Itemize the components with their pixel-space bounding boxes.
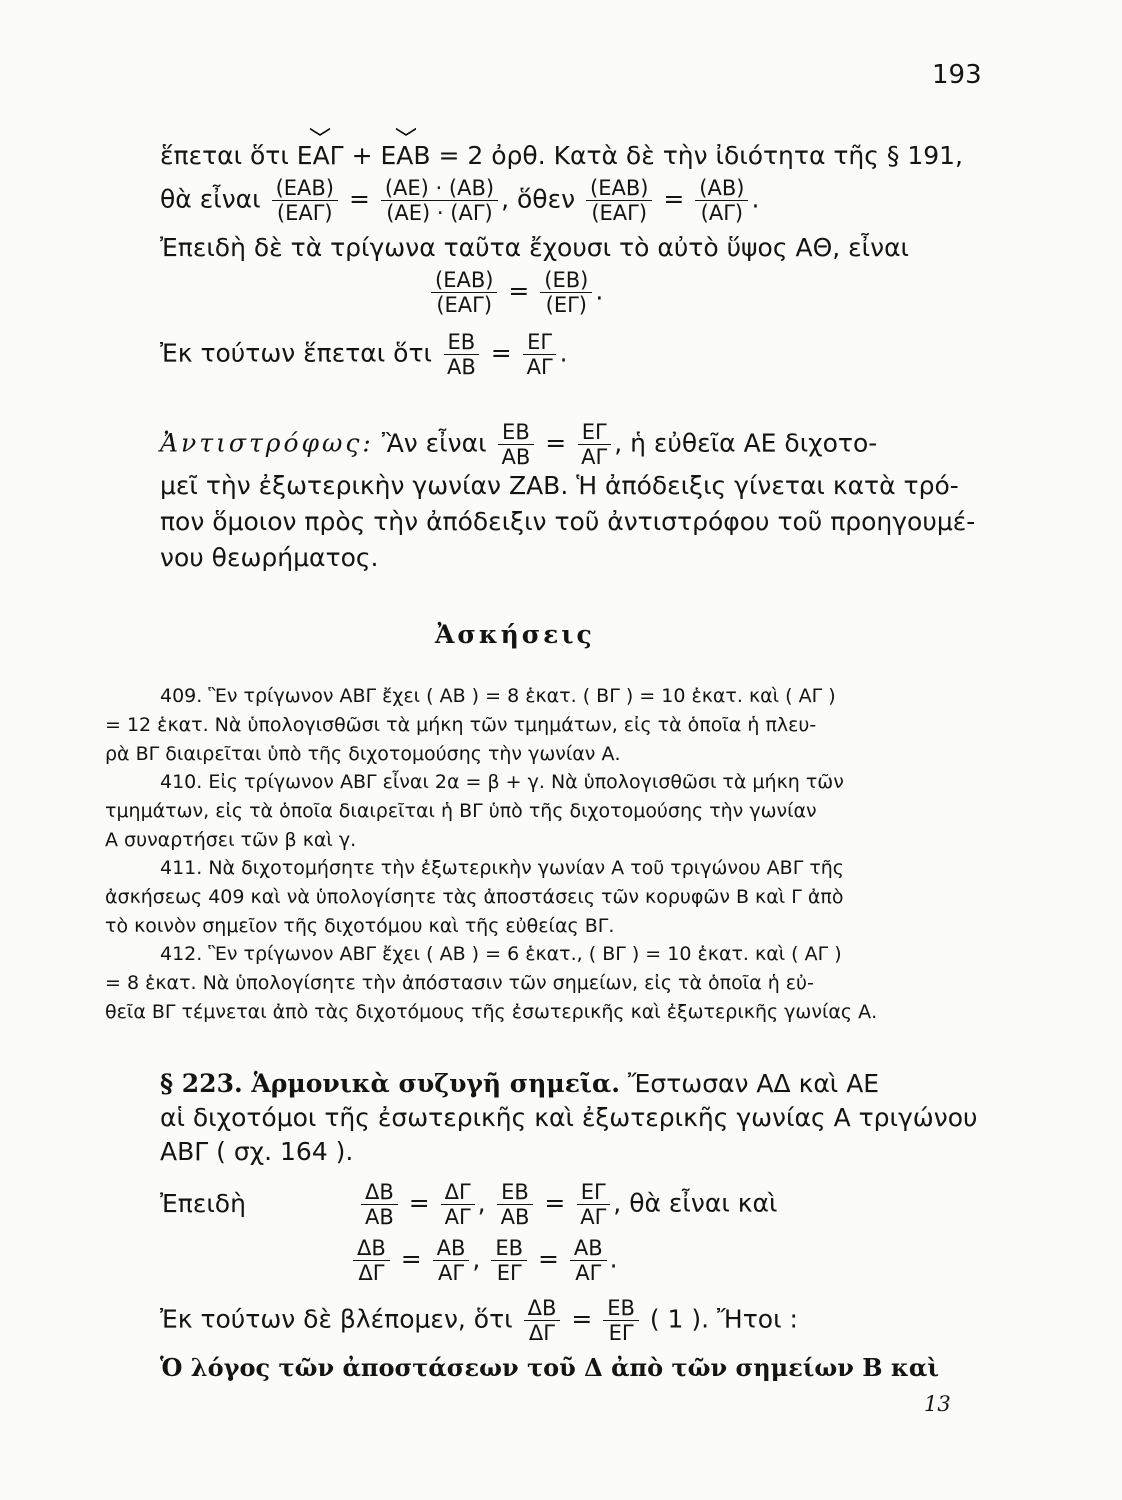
page-number: 193 (932, 60, 982, 90)
section-title: § 223. Ἁρμονικὰ συζυγῆ σημεῖα. (160, 1069, 620, 1098)
angle-eab: ΕΑΒ (380, 141, 431, 170)
text-line-4: $\frac{\text{(ΕΑΒ)}}{\text{(ΕΑΓ)}}$ = $\frac{(EB)}{(E\Gamma)}$ . (428, 268, 603, 317)
exercise-410: 410. Εἰς τρίγωνον ΑΒΓ εἶναι 2α = β + γ. Νὰ ὑπολογισθῶσι τὰ μήκη τῶν τμημάτων, εἰς τὰ ὁποῖα διαιρεῖται ἡ ΒΓ ὑπὸ τῆς διχοτομούσης τὴν γωνίαν Α συναρτήσει τῶν β καὶ γ. (105, 771, 844, 851)
section-223-line-3: ΑΒΓ ( σχ. 164 ). (160, 1137, 354, 1166)
text-line-7: μεῖ τὴν ἐξωτερικὴν γωνίαν ΖΑΒ. Ἡ ἀπόδειξις γίνεται κατὰ τρό- (160, 471, 959, 500)
fraction: $\frac{(AE) \cdot (AB)}{(AE) \cdot (A\Gamma)}$ (381, 176, 498, 225)
fraction: $\frac{(EB)}{(E\Gamma)}$ (540, 268, 592, 317)
exercise-409: 409. Ἓν τρίγωνον ΑΒΓ ἔχει ( ΑΒ ) = 8 ἑκατ. ( ΒΓ ) = 10 ἑκατ. καὶ ( ΑΓ ) = 12 ἑκατ. Νὰ ὑπολογισθῶσι τὰ μήκη τῶν τμημάτων, εἰς τὰ ὁποῖα ἡ πλευ- ρὰ ΒΓ διαιρεῖται ὑπὸ τῆς διχοτομούσης τὴν γωνίαν Α. (105, 685, 836, 765)
text-line-8: πον ὅμοιον πρὸς τὴν ἀπόδειξιν τοῦ ἀντιστρόφου τοῦ προηγουμέ- (160, 507, 976, 536)
fraction: $\frac{\Delta\Gamma}{A\Gamma}$ (441, 1180, 475, 1229)
angle-eag: ΕΑΓ (296, 141, 344, 170)
theorem-line: Ὁ λόγος τῶν ἀποστάσεων τοῦ Δ ἀπὸ τῶν σημείων Β καὶ (160, 1353, 939, 1382)
equation-line-b: $\frac{\Delta B}{\Delta\Gamma}$ = $\frac{AB}{A\Gamma}$ , $\frac{EB}{E\Gamma}$ = $\frac{AB}{A\Gamma}$ . (350, 1236, 618, 1285)
fraction: $\frac{E\Gamma}{A\Gamma}$ (523, 330, 557, 379)
text-line-6: Ἀντιστρόφως: Ἂν εἶναι $\frac{EB}{AB}$ = $\frac{E\Gamma}{A\Gamma}$ , ἡ εὐθεῖα ΑΕ διχοτο- (160, 420, 878, 469)
fraction: $\frac{E\Gamma}{A\Gamma}$ (577, 420, 611, 469)
fraction: $\frac{\text{(ΕΑΒ)}}{\text{(ΕΑΓ)}}$ (586, 176, 652, 225)
fraction: $\frac{EB}{E\Gamma}$ (491, 1236, 527, 1285)
exercises-heading: Ἀσκήσεις (435, 620, 595, 649)
fraction: $\frac{AB}{A\Gamma}$ (570, 1236, 607, 1285)
signature-number: 13 (924, 1392, 951, 1416)
fraction: $\frac{EB}{E\Gamma}$ (603, 1296, 639, 1345)
section-223-line-2: αἱ διχοτόμοι τῆς ἐσωτερικῆς καὶ ἐξωτερικῆς γωνίας Α τριγώνου (160, 1103, 978, 1132)
fraction: $\frac{E\Gamma}{A\Gamma}$ (576, 1180, 610, 1229)
equation-line-c: Ἐκ τούτων δὲ βλέπομεν, ὅτι $\frac{\Delta B}{\Delta\Gamma}$ = $\frac{EB}{E\Gamma}$ ( 1 ). Ἤτοι : (160, 1296, 798, 1345)
text-line-5: Ἐκ τούτων ἕπεται ὅτι $\frac{EB}{AB}$ = $\frac{E\Gamma}{A\Gamma}$ . (160, 330, 568, 379)
fraction: $\frac{AB}{A\Gamma}$ (433, 1236, 470, 1285)
fraction: $\frac{\text{(ΕΑΒ)}}{\text{(ΕΑΓ)}}$ (272, 176, 338, 225)
section-223-line-1: § 223. Ἁρμονικὰ συζυγῆ σημεῖα. Ἔστωσαν ΑΔ καὶ ΑΕ (160, 1069, 880, 1098)
equation-line-a: Ἐπειδὴ $\frac{\Delta B}{AB}$ = $\frac{\Delta\Gamma}{A\Gamma}$ , $\frac{EB}{AB}$ = $\frac{E\Gamma}{A\Gamma}$ , θὰ εἶναι καὶ (160, 1180, 778, 1229)
text-line-1: ἕπεται ὅτι ΕΑΓ + ΕΑΒ = 2 ὀρθ. Κατὰ δὲ τὴν ἰδιότητα τῆς § 191, (160, 141, 964, 170)
text-line-9: νου θεωρήματος. (160, 543, 379, 572)
fraction: $\frac{\text{(ΕΑΒ)}}{\text{(ΕΑΓ)}}$ (431, 268, 497, 317)
fraction: $\frac{EB}{AB}$ (497, 1180, 534, 1229)
fraction: $\frac{(AB)}{(A\Gamma)}$ (695, 176, 748, 225)
exercise-411: 411. Νὰ διχοτομήσητε τὴν ἐξωτερικὴν γωνίαν Α τοῦ τριγώνου ΑΒΓ τῆς ἀσκήσεως 409 καὶ νὰ ὑπολογίσητε τὰς ἀποστάσεις τῶν κορυφῶν Β καὶ Γ ἀπὸ τὸ κοινὸν σημεῖον τῆς διχοτόμου καὶ τῆς εὐθείας ΒΓ. (105, 857, 844, 937)
fraction: $\frac{EB}{AB}$ (498, 420, 535, 469)
text-line-2: θὰ εἶναι $\frac{\text{(ΕΑΒ)}}{\text{(ΕΑΓ)}}$ = $\frac{(AE) \cdot (AB)}{(AE) \cdot (A\Gamma)}$ , ὅθεν $\frac{\text{(ΕΑΒ)}}{\text{(ΕΑΓ)}}$ = $\frac{(AB)}{(A\Gamma)}$ . (160, 176, 760, 225)
fraction: $\frac{\Delta B}{AB}$ (361, 1180, 398, 1229)
fraction: $\frac{EB}{AB}$ (443, 330, 480, 379)
fraction: $\frac{\Delta B}{\Delta\Gamma}$ (353, 1236, 390, 1285)
text-line-3: Ἐπειδὴ δὲ τὰ τρίγωνα ταῦτα ἔχουσι τὸ αὐτὸ ὕψος ΑΘ, εἶναι (160, 233, 910, 262)
fraction: $\frac{\Delta B}{\Delta\Gamma}$ (524, 1296, 561, 1345)
exercise-412: 412. Ἓν τρίγωνον ΑΒΓ ἔχει ( ΑΒ ) = 6 ἑκατ., ( ΒΓ ) = 10 ἑκατ. καὶ ( ΑΓ ) = 8 ἑκατ. Νὰ ὑπολογίσητε τὴν ἀπόστασιν τῶν σημείων, εἰς τὰ ὁποῖα ἡ εὐ- θεῖα ΒΓ τέμνεται ἀπὸ τὰς διχοτόμους τῆς ἐσωτερικῆς καὶ ἐξωτερικῆς γωνίας Α. (105, 943, 878, 1023)
